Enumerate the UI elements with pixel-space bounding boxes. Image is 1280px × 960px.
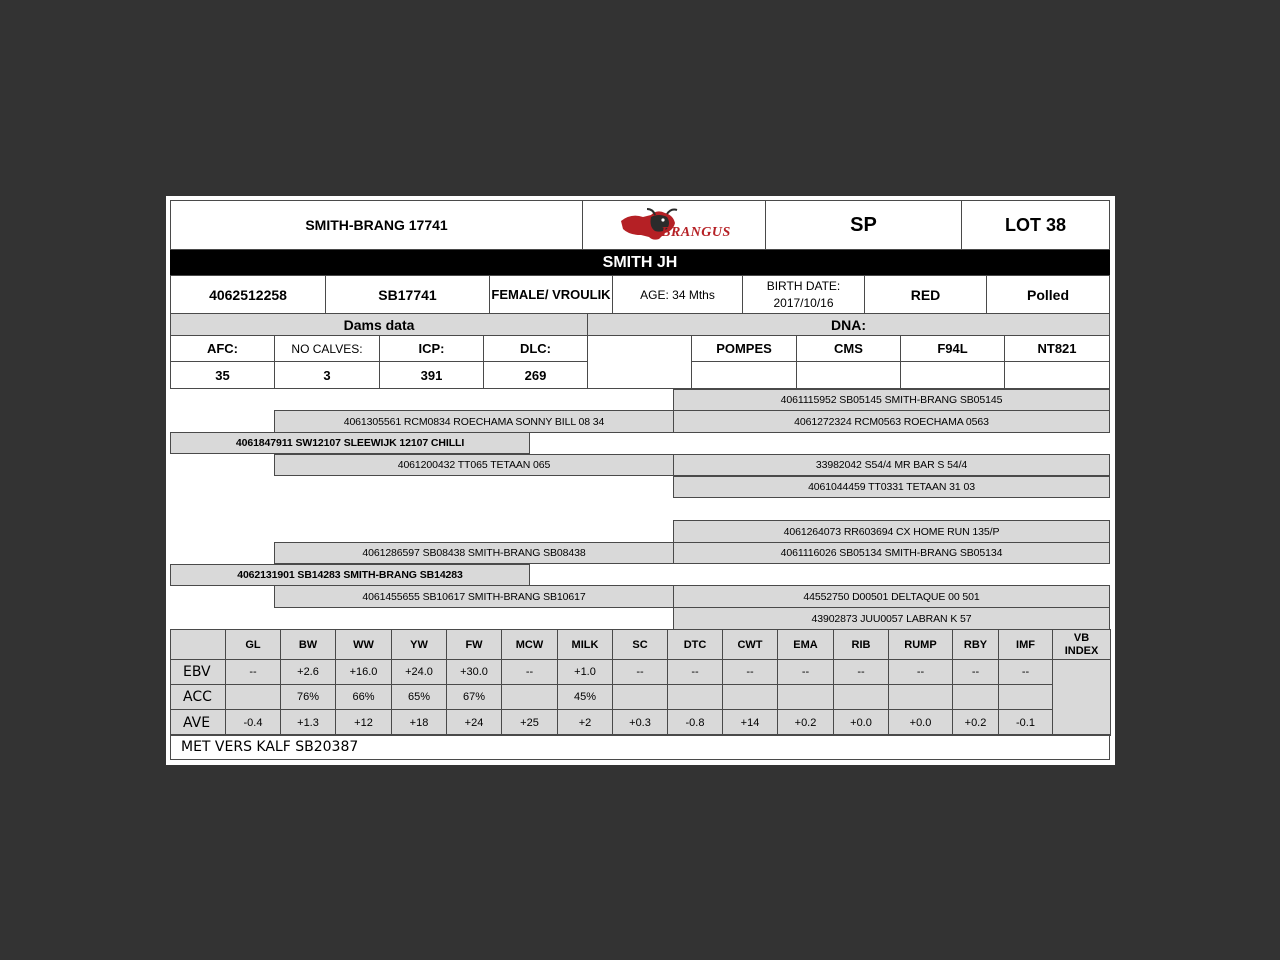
ebv-ave-dtc: -0.8 (667, 709, 723, 736)
ebv-header-dtc: DTC (667, 629, 723, 660)
logo-wordmark: BRANGUS (661, 225, 731, 240)
pedigree-dam: 4062131901 SB14283 SMITH-BRANG SB14283 (170, 564, 530, 586)
pedigree-sire-sire: 4061305561 RCM0834 ROECHAMA SONNY BILL 08 34 (274, 410, 674, 433)
id-number: 4062512258 (170, 275, 326, 314)
lot-number: LOT 38 (961, 200, 1110, 250)
ebv-ebv-rib: -- (833, 659, 889, 685)
ebv-ebv-dtc: -- (667, 659, 723, 685)
ebv-acc-dtc (667, 684, 723, 710)
horn-status: Polled (986, 275, 1110, 314)
grade-code: SP (765, 200, 962, 250)
dna-value-pompes (691, 361, 797, 389)
ebv-acc-rby (952, 684, 999, 710)
dna-blank-cell (587, 335, 692, 389)
colour: RED (864, 275, 987, 314)
footer-note: MET VERS KALF SB20387 (170, 734, 1110, 760)
ebv-ebv-imf: -- (998, 659, 1053, 685)
sex: FEMALE/ VROULIK (489, 275, 613, 314)
ebv-acc-rump (888, 684, 953, 710)
pedigree-dam-sire-dam: 4061116026 SB05134 SMITH-BRANG SB05134 (673, 542, 1110, 564)
dams-label-icp: ICP: (379, 335, 484, 362)
dna-label-nt821: NT821 (1004, 335, 1110, 362)
dams-value-dlc: 269 (483, 361, 588, 389)
dna-value-nt821 (1004, 361, 1110, 389)
animal-name: SMITH-BRANG 17741 (170, 200, 583, 250)
pedigree-sire-dam-sire: 33982042 S54/4 MR BAR S 54/4 (673, 454, 1110, 476)
ebv-ebv-yw: +24.0 (391, 659, 447, 685)
dna-label-cms: CMS (796, 335, 901, 362)
ebv-ave-ww: +12 (335, 709, 392, 736)
ebv-header-bw: BW (280, 629, 336, 660)
dna-label-pompes: POMPES (691, 335, 797, 362)
ebv-header-vb-index: VB INDEX (1052, 629, 1111, 660)
ebv-acc-rib (833, 684, 889, 710)
ebv-ebv-rump: -- (888, 659, 953, 685)
dams-value-icp: 391 (379, 361, 484, 389)
ebv-acc-bw: 76% (280, 684, 336, 710)
ebv-ave-ema: +0.2 (777, 709, 834, 736)
pedigree-sire-sire-sire: 4061115952 SB05145 SMITH-BRANG SB05145 (673, 389, 1110, 411)
ebv-ave-cwt: +14 (722, 709, 778, 736)
ebv-ebv-rby: -- (952, 659, 999, 685)
ebv-acc-fw: 67% (446, 684, 502, 710)
ebv-ebv-mcw: -- (501, 659, 558, 685)
ebv-ebv-ww: +16.0 (335, 659, 392, 685)
ebv-header-gl: GL (225, 629, 281, 660)
dna-label-f94l: F94L (900, 335, 1005, 362)
ebv-ave-rump: +0.0 (888, 709, 953, 736)
ebv-header-fw: FW (446, 629, 502, 660)
dams-value-afc: 35 (170, 361, 275, 389)
ebv-ave-gl: -0.4 (225, 709, 281, 736)
brangus-logo (582, 200, 766, 250)
ebv-header-rump: RUMP (888, 629, 953, 660)
ebv-acc-imf (998, 684, 1053, 710)
ebv-header-corner (170, 629, 226, 660)
dna-value-cms (796, 361, 901, 389)
ebv-row-label-acc: ACC (170, 684, 226, 710)
ebv-acc-milk: 45% (557, 684, 613, 710)
pedigree-dam-dam-sire: 44552750 D00501 DELTAQUE 00 501 (673, 585, 1110, 608)
dams-label-no-calves: NO CALVES: (274, 335, 380, 362)
sale-catalog-card (166, 196, 1115, 765)
ebv-header-mcw: MCW (501, 629, 558, 660)
ebv-ebv-ema: -- (777, 659, 834, 685)
ebv-row-label-ebv: EBV (170, 659, 226, 685)
ebv-header-sc: SC (612, 629, 668, 660)
ebv-header-yw: YW (391, 629, 447, 660)
registration-number: SB17741 (325, 275, 490, 314)
dams-data-title: Dams data (170, 313, 588, 336)
ebv-ave-yw: +18 (391, 709, 447, 736)
ebv-acc-sc (612, 684, 668, 710)
ebv-ave-milk: +2 (557, 709, 613, 736)
dams-value-no-calves: 3 (274, 361, 380, 389)
ebv-ebv-cwt: -- (722, 659, 778, 685)
pedigree-sire-dam-dam: 4061044459 TT0331 TETAAN 31 03 (673, 476, 1110, 498)
ebv-ave-bw: +1.3 (280, 709, 336, 736)
dna-value-f94l (900, 361, 1005, 389)
ebv-ave-rib: +0.0 (833, 709, 889, 736)
ebv-header-milk: MILK (557, 629, 613, 660)
pedigree-dam-dam-dam: 43902873 JUU0057 LABRAN K 57 (673, 607, 1110, 630)
ebv-ebv-milk: +1.0 (557, 659, 613, 685)
ebv-acc-gl (225, 684, 281, 710)
ebv-header-ww: WW (335, 629, 392, 660)
birth-date: BIRTH DATE: 2017/10/16 (742, 275, 865, 314)
dna-title: DNA: (587, 313, 1110, 336)
pedigree-dam-dam: 4061455655 SB10617 SMITH-BRANG SB10617 (274, 585, 674, 608)
ebv-acc-ww: 66% (335, 684, 392, 710)
ebv-acc-cwt (722, 684, 778, 710)
pedigree-sire-dam: 4061200432 TT065 TETAAN 065 (274, 454, 674, 476)
ebv-index-value (1052, 659, 1111, 736)
ebv-ave-rby: +0.2 (952, 709, 999, 736)
ebv-ebv-gl: -- (225, 659, 281, 685)
age: AGE: 34 Mths (612, 275, 743, 314)
pedigree-dam-sire-sire: 4061264073 RR603694 CX HOME RUN 135/P (673, 520, 1110, 543)
ebv-ave-mcw: +25 (501, 709, 558, 736)
dams-label-dlc: DLC: (483, 335, 588, 362)
dams-label-afc: AFC: (170, 335, 275, 362)
breeder-name: SMITH JH (170, 250, 1110, 275)
ebv-header-rby: RBY (952, 629, 999, 660)
ebv-acc-mcw (501, 684, 558, 710)
ebv-ave-imf: -0.1 (998, 709, 1053, 736)
ebv-ebv-bw: +2.6 (280, 659, 336, 685)
ebv-ebv-sc: -- (612, 659, 668, 685)
pedigree-sire: 4061847911 SW12107 SLEEWIJK 12107 CHILLI (170, 432, 530, 454)
pedigree-sire-sire-dam: 4061272324 RCM0563 ROECHAMA 0563 (673, 410, 1110, 433)
ebv-ebv-fw: +30.0 (446, 659, 502, 685)
ebv-row-label-ave: AVE (170, 709, 226, 736)
ebv-header-imf: IMF (998, 629, 1053, 660)
ebv-header-ema: EMA (777, 629, 834, 660)
ebv-header-cwt: CWT (722, 629, 778, 660)
pedigree-dam-sire: 4061286597 SB08438 SMITH-BRANG SB08438 (274, 542, 674, 564)
ebv-header-rib: RIB (833, 629, 889, 660)
ebv-ave-fw: +24 (446, 709, 502, 736)
ebv-acc-yw: 65% (391, 684, 447, 710)
ebv-acc-ema (777, 684, 834, 710)
ebv-ave-sc: +0.3 (612, 709, 668, 736)
